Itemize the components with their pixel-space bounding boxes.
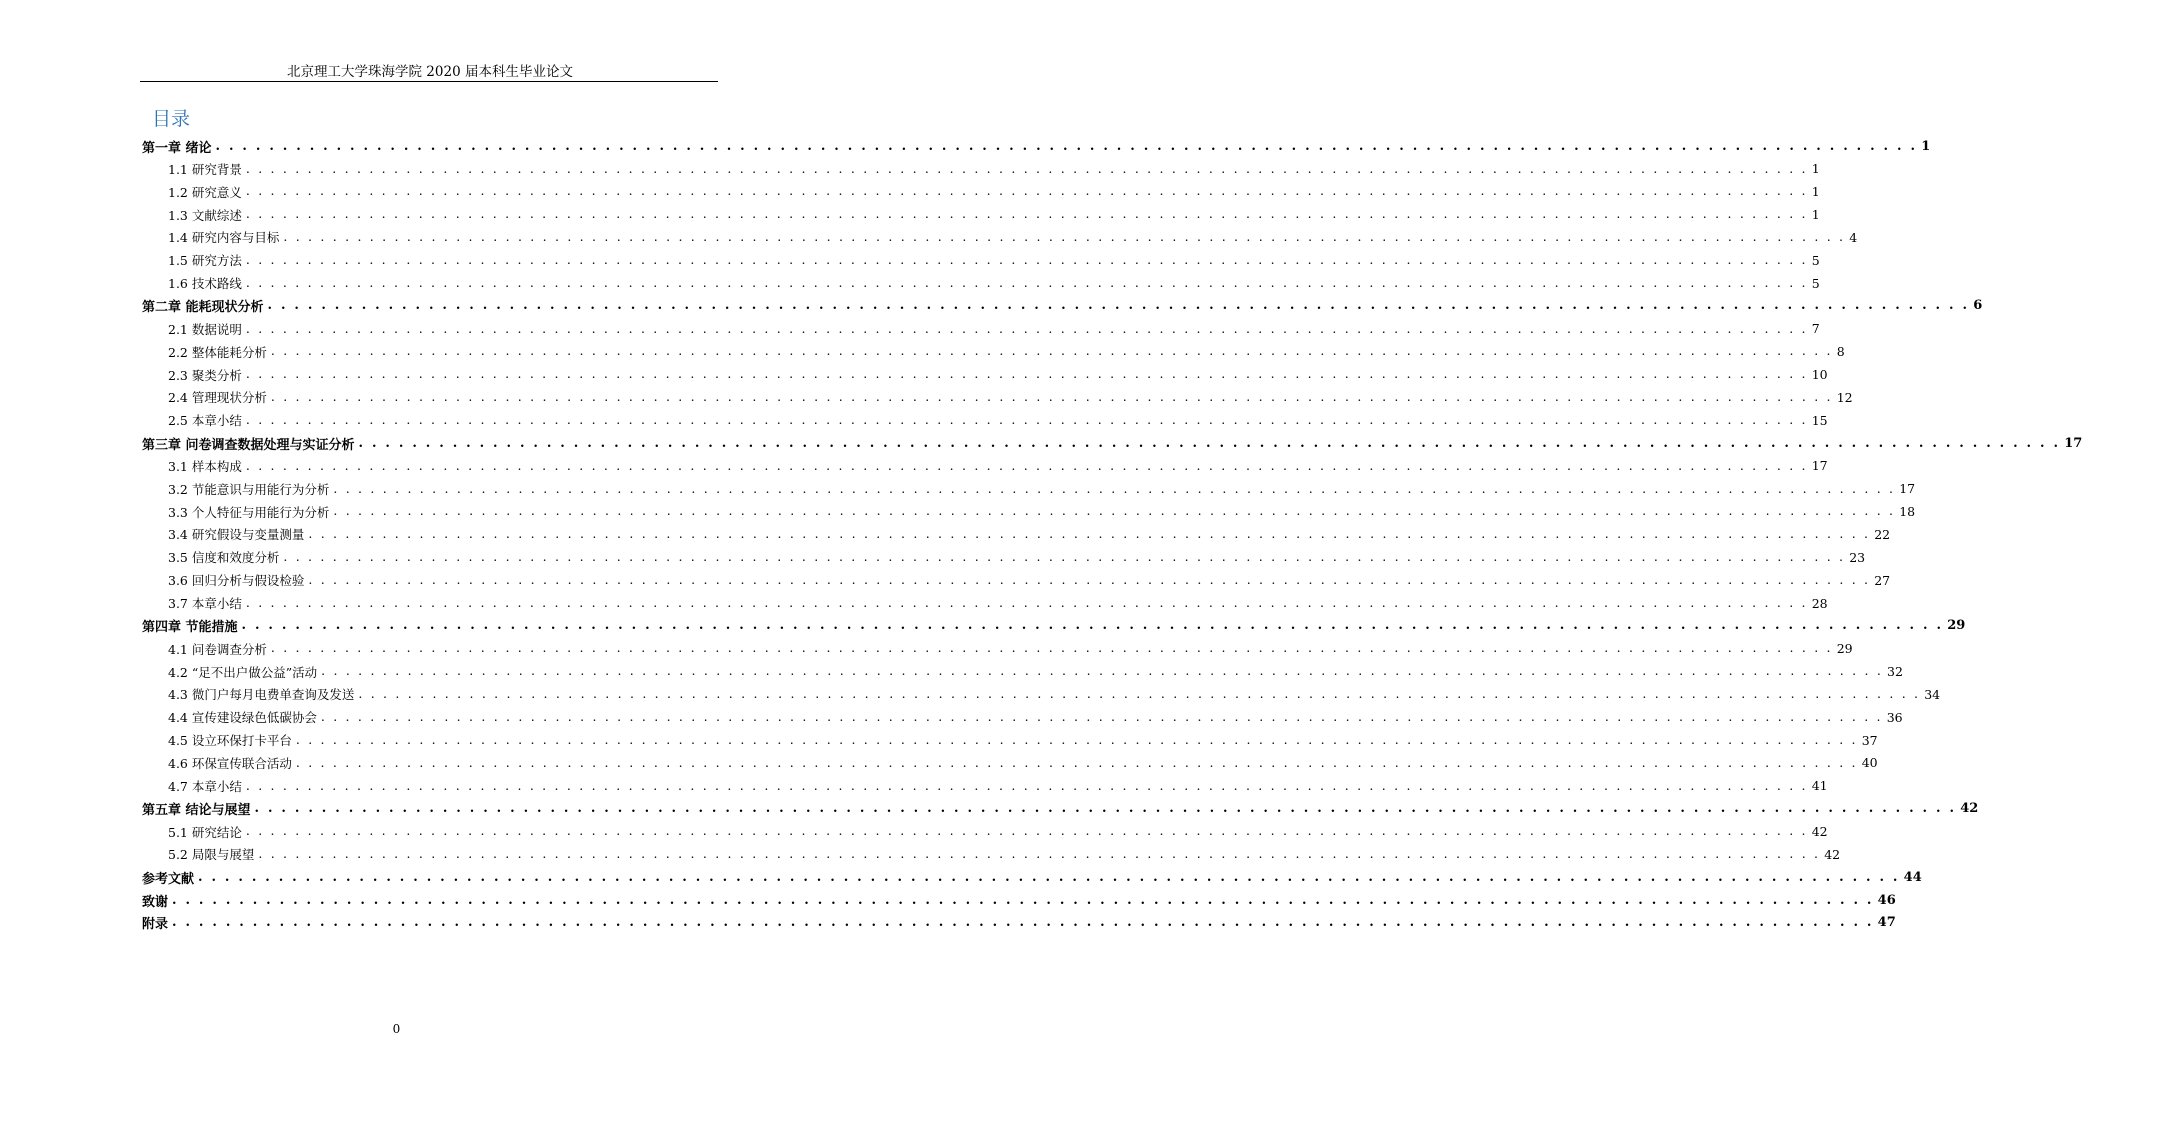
toc-entry-page: 32 [1887, 664, 1903, 680]
toc-entry-label: 4.3 微门户每月电费单查询及发送 [168, 687, 355, 703]
toc-dot-leader [246, 597, 1808, 610]
toc-section-entry[interactable] [0, 706, 1903, 728]
toc-section-entry[interactable] [0, 638, 1853, 660]
toc-entry-label: 1.5 研究方法 [168, 253, 242, 269]
toc-entry-label: 第一章 绪论 [142, 140, 212, 156]
toc-entry-page: 17 [1811, 458, 1828, 474]
toc-entry-page: 5 [1811, 252, 1820, 268]
toc-entry-page: 15 [1811, 412, 1828, 428]
toc-entry-page: 46 [1877, 892, 1896, 908]
toc-dot-leader [198, 871, 1900, 884]
toc-entry-label: 3.6 回归分析与假设检验 [168, 573, 305, 589]
toc-entry-label: 3.2 节能意识与用能行为分析 [168, 481, 330, 497]
toc-section-entry[interactable] [0, 158, 1820, 180]
toc-entry-page: 6 [1973, 298, 1983, 314]
toc-dot-leader [246, 414, 1808, 427]
toc-dot-leader [246, 185, 1808, 198]
header-divider [140, 81, 718, 82]
toc-entry-page: 44 [1903, 869, 1922, 885]
toc-section-entry[interactable] [0, 386, 1853, 408]
toc-entry-page: 28 [1811, 595, 1828, 611]
toc-entry-page: 37 [1861, 732, 1878, 748]
toc-chapter-entry[interactable] [0, 798, 1979, 820]
toc-entry-page: 41 [1811, 778, 1828, 794]
toc-dot-leader [283, 551, 1845, 564]
toc-entry-label: 4.5 设立环保打卡平台 [168, 733, 292, 749]
toc-entry-label: 1.1 研究背景 [168, 161, 242, 177]
toc-entry-page: 4 [1849, 229, 1858, 245]
toc-entry-label: 第二章 能耗现状分析 [142, 300, 264, 316]
toc-dot-leader [296, 734, 1858, 747]
toc-dot-leader [246, 254, 1808, 267]
toc-entry-label: 3.7 本章小结 [168, 596, 242, 611]
toc-section-entry[interactable] [0, 843, 1841, 865]
toc-entry-label: 3.4 研究假设与变量测量 [168, 527, 305, 543]
toc-chapter-entry[interactable] [0, 912, 1896, 934]
toc-entry-page: 34 [1924, 686, 1941, 702]
toc-dot-leader [172, 916, 1874, 929]
toc-entry-page: 1 [1811, 207, 1820, 223]
toc-entry-label: 4.7 本章小结 [168, 778, 242, 794]
toc-section-entry[interactable] [0, 409, 1828, 431]
toc-section-entry[interactable] [0, 501, 1916, 523]
toc-chapter-entry[interactable] [0, 135, 1931, 157]
toc-entry-label: 3.5 信度和效度分析 [168, 550, 280, 566]
toc-section-entry[interactable] [0, 341, 1845, 363]
toc-dot-leader [308, 574, 1870, 587]
toc-entry-label: 1.2 研究意义 [168, 184, 242, 200]
toc-entry-page: 29 [1947, 618, 1966, 634]
toc-dot-leader [271, 391, 1833, 404]
toc-section-entry[interactable] [0, 318, 1820, 340]
toc-entry-label: 第四章 节能措施 [142, 620, 238, 636]
toc-entry-page: 42 [1960, 801, 1979, 817]
toc-entry-label: 4.4 宣传建设绿色低碳协会 [168, 710, 317, 726]
toc-dot-leader [216, 140, 1918, 153]
toc-section-entry[interactable] [0, 592, 1828, 614]
toc-entry-page: 40 [1861, 755, 1878, 771]
toc-entry-page: 17 [1899, 481, 1916, 497]
toc-section-entry[interactable] [0, 364, 1828, 386]
toc-entry-label: 1.4 研究内容与目标 [168, 230, 280, 246]
toc-entry-label: 4.1 问卷调查分析 [168, 641, 267, 657]
toc-entry-label: 2.2 整体能耗分析 [168, 344, 267, 360]
toc-entry-page: 8 [1836, 344, 1845, 360]
toc-chapter-entry[interactable] [0, 615, 1966, 637]
toc-section-entry[interactable] [0, 226, 1858, 248]
toc-entry-label: 4.6 环保宣传联合活动 [168, 755, 292, 771]
toc-entry-label: 2.3 聚类分析 [168, 367, 242, 383]
toc-section-entry[interactable] [0, 204, 1820, 226]
toc-entry-page: 5 [1811, 275, 1820, 291]
toc-entry-page: 12 [1836, 389, 1853, 405]
toc-entry-page: 36 [1886, 709, 1903, 725]
toc-section-entry[interactable] [0, 181, 1820, 203]
toc-chapter-entry[interactable] [0, 866, 1922, 888]
toc-entry-page: 1 [1811, 161, 1820, 177]
toc-entry-page: 1 [1811, 184, 1820, 200]
toc-entry-label: 3.3 个人特征与用能行为分析 [168, 504, 330, 520]
toc-chapter-entry[interactable] [0, 432, 2083, 454]
toc-dot-leader [333, 483, 1895, 496]
toc-section-entry[interactable] [0, 272, 1820, 294]
toc-entry-page: 7 [1811, 321, 1820, 337]
page-header: 北京理工大学珠海学院 2020 届本科生毕业论文 [287, 64, 573, 80]
toc-entry-page: 18 [1899, 504, 1916, 520]
toc-section-entry[interactable] [0, 523, 1891, 545]
toc-dot-leader [258, 848, 1820, 861]
toc-entry-label: 2.4 管理现状分析 [168, 390, 267, 406]
toc-section-entry[interactable] [0, 821, 1828, 843]
page-number: 0 [392, 1022, 401, 1036]
toc-entry-label: 参考文献 [142, 871, 195, 887]
toc-entry-page: 27 [1874, 572, 1891, 588]
toc-section-entry[interactable] [0, 478, 1916, 500]
toc-entry-page: 47 [1877, 915, 1896, 931]
toc-section-entry[interactable] [0, 569, 1891, 591]
toc-dot-leader [172, 894, 1874, 907]
toc-entry-label: 第三章 问卷调查数据处理与实证分析 [142, 437, 355, 453]
toc-entry-page: 17 [2064, 435, 2083, 451]
toc-dot-leader [246, 460, 1808, 473]
toc-dot-leader [242, 619, 1944, 632]
toc-dot-leader [333, 505, 1895, 518]
toc-section-entry[interactable] [0, 249, 1820, 271]
toc-section-entry[interactable] [0, 752, 1878, 774]
toc-dot-leader [308, 528, 1870, 541]
toc-section-entry[interactable] [0, 661, 1903, 683]
toc-entry-page: 23 [1849, 549, 1866, 565]
toc-entry-page: 42 [1824, 846, 1841, 862]
toc-entry-label: 第五章 结论与展望 [142, 803, 251, 819]
toc-entry-label: 2.1 数据说明 [168, 321, 242, 337]
toc-chapter-entry[interactable] [0, 889, 1896, 911]
toc-dot-leader [246, 208, 1808, 221]
toc-chapter-entry[interactable] [0, 295, 1983, 317]
toc-dot-leader [246, 780, 1808, 793]
toc-entry-label: 5.2 局限与展望 [168, 847, 255, 863]
toc-section-entry[interactable] [0, 546, 1866, 568]
toc-section-entry[interactable] [0, 775, 1828, 797]
toc-entry-page: 22 [1874, 526, 1891, 542]
toc-dot-leader [255, 802, 1957, 815]
toc-entry-page: 10 [1811, 367, 1828, 382]
toc-entry-label: 4.2 “足不出户做公益”活动 [168, 664, 318, 680]
toc-entry-label: 附录 [142, 917, 169, 933]
toc-dot-leader [268, 299, 1970, 312]
toc-entry-label: 1.3 文献综述 [168, 207, 242, 223]
toc-dot-leader [359, 437, 2061, 450]
toc-dot-leader [283, 231, 1845, 244]
toc-dot-leader [358, 688, 1920, 701]
toc-dot-leader [246, 163, 1808, 176]
toc-dot-leader [246, 277, 1808, 290]
toc-dot-leader [271, 642, 1833, 655]
toc-section-entry[interactable] [0, 729, 1878, 751]
toc-dot-leader [271, 345, 1833, 358]
toc-entry-label: 1.6 技术路线 [168, 276, 242, 292]
toc-dot-leader [246, 825, 1808, 838]
toc-entry-label: 致谢 [142, 894, 169, 910]
toc-entry-label: 5.1 研究结论 [168, 824, 242, 840]
toc-dot-leader [246, 368, 1808, 381]
toc-dot-leader [321, 711, 1883, 724]
toc-dot-leader [246, 323, 1808, 336]
toc-entry-label: 3.1 样本构成 [168, 458, 242, 474]
toc-section-entry[interactable] [0, 455, 1828, 477]
toc-entry-page: 29 [1836, 641, 1853, 657]
toc-title: 目录 [152, 108, 191, 130]
toc-entry-page: 1 [1921, 138, 1931, 154]
toc-dot-leader [321, 665, 1883, 678]
toc-entry-label: 2.5 本章小结 [168, 413, 242, 429]
toc-section-entry[interactable] [0, 683, 1941, 705]
toc-dot-leader [296, 757, 1858, 770]
toc-entry-page: 42 [1811, 824, 1828, 839]
